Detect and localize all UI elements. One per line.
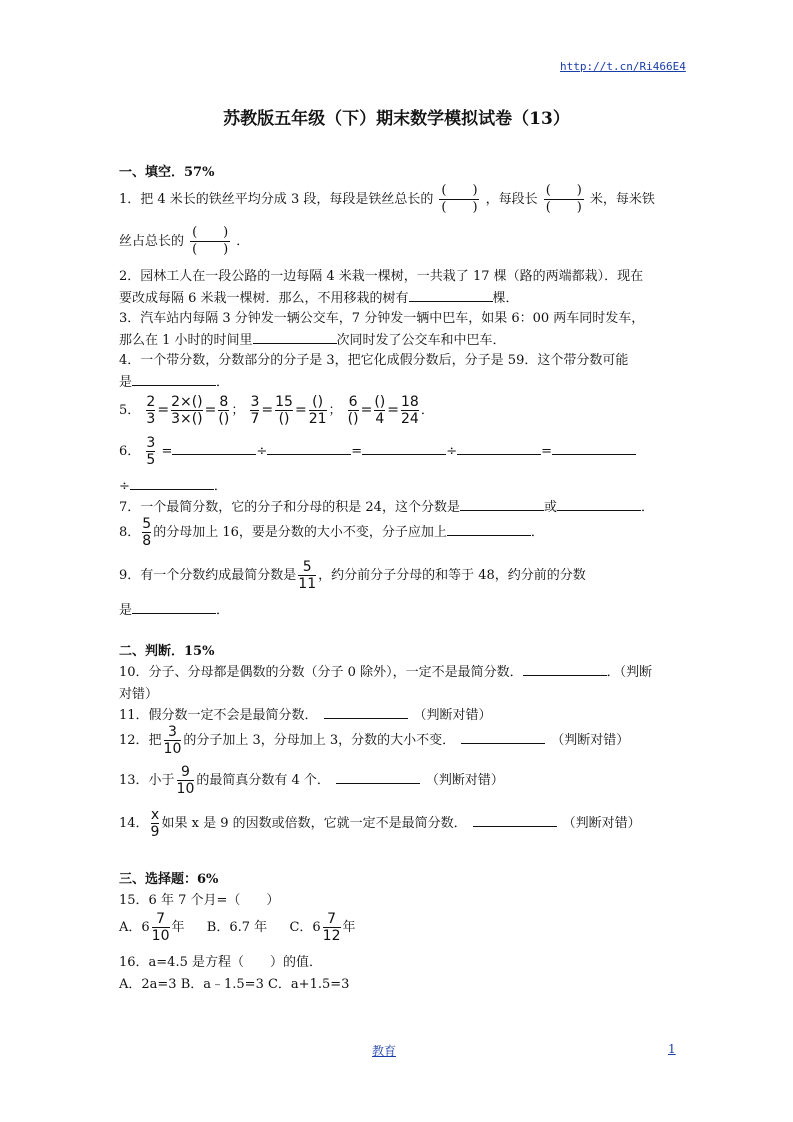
q1-text-c: 米，每米铁 xyxy=(589,192,655,207)
question-4-line-1: 4．一个带分数，分数部分的分子是 3，把它化成假分数后，分子是 59．这个带分数可能 xyxy=(119,353,629,368)
question-2-line-1: 2．园林工人在一段公路的一边每隔 4 米栽一棵树，一共栽了 17 棵（路的两端都栽）．现在 xyxy=(119,269,644,284)
section-1-heading: 一、填空．57% xyxy=(119,165,215,180)
question-4-line-2: 是 ． xyxy=(119,371,229,390)
q7-blank-2[interactable] xyxy=(557,497,641,511)
question-12: 12．把 $\frac{3}{10}$ 的分子加上 3，分母加上 3，分数的大小不变． （判断对错） xyxy=(119,724,630,757)
q9-answer-blank[interactable] xyxy=(132,600,216,614)
q13-answer-blank[interactable] xyxy=(336,770,420,784)
question-15-stem: 15．6 年 7 个月=（ ） xyxy=(119,893,280,908)
q11-answer-blank[interactable] xyxy=(324,705,408,719)
q15-option-a[interactable]: A．6 $\frac{7}{10}$ 年 xyxy=(119,911,185,944)
q1-fraction-blank-1: ( ) ( ) xyxy=(441,183,478,215)
question-6: 6． $\frac{3}{5}$ = ÷ = ÷ = xyxy=(119,432,636,472)
q15-option-c[interactable]: C．6 $\frac{7}{12}$ 年 xyxy=(289,911,356,944)
question-9-cont: 是 ． xyxy=(119,599,229,618)
q1-fraction-blank-2: ( ) ( ) xyxy=(545,183,582,215)
question-7: 7．一个最简分数，它的分子和分母的积是 24，这个分数是 或 ． xyxy=(119,496,654,515)
q1-text-b: ，每段长 xyxy=(485,192,538,207)
question-14: 14． $\frac{x}{9}$ 如果 x 是 9 的因数或倍数，它就一定不是最简分数． （判断对错） xyxy=(119,807,641,840)
q6-blank-2[interactable] xyxy=(267,441,351,455)
question-1 xyxy=(119,180,655,220)
page-title: 苏教版五年级（下）期末数学模拟试卷（13） xyxy=(223,109,570,129)
q2-answer-blank[interactable] xyxy=(409,288,493,302)
question-11: 11．假分数一定不会是最简分数． （判断对错） xyxy=(119,704,492,723)
q8-answer-blank[interactable] xyxy=(447,522,531,536)
header-link[interactable]: http://t.cn/Ri466E4 xyxy=(560,60,686,73)
q12-answer-blank[interactable] xyxy=(461,730,545,744)
q1-text-a: 1．把 4 米长的铁丝平均分成 3 段，每段是铁丝总长的 xyxy=(119,192,434,207)
question-10: 10．分子、分母都是偶数的分数（分子 0 除外），一定不是最简分数． ．（判断 xyxy=(119,661,652,680)
question-6-cont: ÷ ． xyxy=(119,475,227,494)
question-15-options xyxy=(119,908,356,948)
q14-answer-blank[interactable] xyxy=(473,813,557,827)
section-3-heading: 三、选择题：6% xyxy=(119,872,219,887)
q1-fraction-blank-3: ( ) ( ) xyxy=(192,225,229,257)
q6-blank-1[interactable] xyxy=(172,441,256,455)
q10-answer-blank[interactable] xyxy=(523,662,607,676)
question-1-cont xyxy=(119,222,249,262)
q15-option-b[interactable]: B．6.7 年 xyxy=(206,920,268,935)
q4-answer-blank[interactable] xyxy=(132,372,216,386)
question-13: 13．小于 $\frac{9}{10}$ 的最简真分数有 4 个． （判断对错） xyxy=(119,764,504,797)
question-3-line-2: 那么在 1 小时的时间里 次同时发了公交车和中巴车． xyxy=(119,329,506,348)
footer-center-link[interactable]: 教育 xyxy=(372,1044,397,1058)
question-3-line-1: 3．汽车站内每隔 3 分钟发一辆公交车，7 分钟发一辆中巴车，如果 6：00 两车同时发车， xyxy=(119,311,645,326)
question-16-stem: 16．a=4.5 是方程（ ）的值． xyxy=(119,955,322,970)
question-16-options[interactable]: A．2a=3 B．a﹣1.5=3 C．a+1.5=3 xyxy=(119,977,350,992)
q6-blank-4[interactable] xyxy=(457,441,541,455)
q6-blank-3[interactable] xyxy=(362,441,446,455)
page-number: 1 xyxy=(668,1042,676,1056)
question-9: 9．有一个分数约成最简分数是 $\frac{5}{11}$ ，约分前分子分母的和等于 48，约分前的分数 xyxy=(119,559,586,592)
q1-text-d: 丝占总长的 xyxy=(119,234,185,249)
question-8: 8． $\frac{5}{8}$ 的分母加上 16，要是分数的大小不变，分子应加上 ． xyxy=(119,516,544,549)
q3-answer-blank[interactable] xyxy=(253,330,337,344)
q1-text-e: ． xyxy=(236,234,250,249)
question-5: 5． $\frac{2}{3}$ = $\frac{2\times()}{3\times()}$ = $\frac{8}{()}$ ； $\frac{3}{7}$ = $\frac{15}{()}$ = $\frac{()}{21}$ ； $\frac{6}{()}$ = $\frac{()}{4}$ = $\frac{18}{24}$ ． xyxy=(119,394,434,427)
question-2-line-2: 要改成每隔 6 米栽一棵树．那么，不用移栽的树有 棵． xyxy=(119,287,519,306)
q7-blank-1[interactable] xyxy=(460,497,544,511)
section-2-heading: 二、判断．15% xyxy=(119,644,215,659)
q6-blank-6[interactable] xyxy=(130,476,214,490)
question-10-cont: 对错） xyxy=(119,687,159,702)
q6-blank-5[interactable] xyxy=(552,441,636,455)
